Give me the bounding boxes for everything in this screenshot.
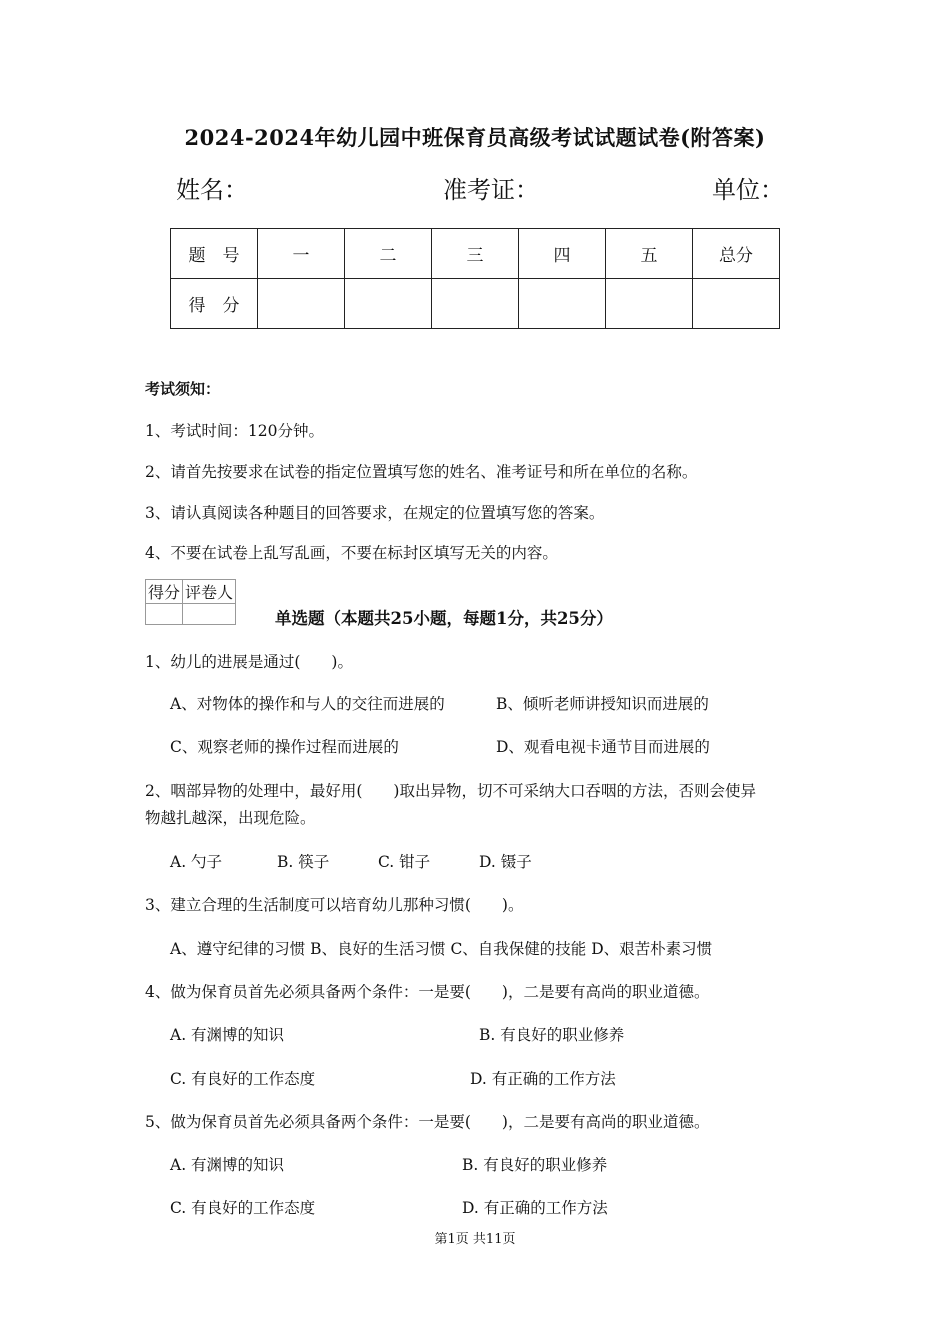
- question-option: A. 勺子: [170, 853, 223, 871]
- unit-label: 单位：: [712, 176, 784, 204]
- question-option: B. 有良好的职业修养: [462, 1156, 608, 1174]
- grader-name-label: 评卷人: [183, 580, 236, 604]
- question-stem: 1、幼儿的进展是通过( )。: [145, 653, 353, 671]
- notice-item: 1、考试时间：120分钟。: [145, 422, 324, 440]
- question-option: D、观看电视卡通节目而进展的: [496, 738, 710, 756]
- score-cell: [693, 279, 780, 329]
- score-cell: [258, 279, 345, 329]
- question-option: D. 镊子: [479, 853, 532, 871]
- score-table-score-row: [171, 279, 780, 329]
- question-option: A. 有渊博的知识: [170, 1026, 285, 1044]
- question-option: C、观察老师的操作过程而进展的: [170, 738, 399, 756]
- score-row-label: 得 分: [171, 279, 258, 329]
- score-cell: [519, 279, 606, 329]
- question-stem-continued: 物越扎越深，出现危险。: [145, 809, 316, 827]
- question-option: B. 筷子: [277, 853, 330, 871]
- score-header-3: 三: [432, 229, 519, 279]
- notice-item: 4、不要在试卷上乱写乱画，不要在标封区填写无关的内容。: [145, 544, 558, 562]
- section-title: 单选题（本题共25小题，每题1分，共25分）: [275, 609, 613, 628]
- notice-item: 2、请首先按要求在试卷的指定位置填写您的姓名、准考证号和所在单位的名称。: [145, 463, 698, 481]
- grader-box: [145, 579, 236, 625]
- notice-title: 考试须知：: [145, 380, 221, 398]
- grader-score-cell: [146, 604, 183, 625]
- name-label: 姓名：: [176, 176, 248, 204]
- score-header-label: 题 号: [171, 229, 258, 279]
- question-option: A. 有渊博的知识: [170, 1156, 285, 1174]
- question-option: B、倾听老师讲授知识而进展的: [496, 695, 709, 713]
- question-options-line: A、遵守纪律的习惯 B、良好的生活习惯 C、自我保健的技能 D、艰苦朴素习惯: [170, 940, 713, 958]
- question-stem: 3、建立合理的生活制度可以培育幼儿那种习惯( )。: [145, 896, 524, 914]
- score-header-5: 五: [606, 229, 693, 279]
- question-stem: 2、咽部异物的处理中，最好用( )取出异物，切不可采纳大口吞咽的方法，否则会使异: [145, 782, 756, 800]
- score-cell: [345, 279, 432, 329]
- exam-number-label: 准考证：: [443, 176, 539, 204]
- score-header-1: 一: [258, 229, 345, 279]
- score-header-2: 二: [345, 229, 432, 279]
- score-header-total: 总分: [693, 229, 780, 279]
- question-option: C. 有良好的工作态度: [170, 1070, 316, 1088]
- question-option: D. 有正确的工作方法: [470, 1070, 616, 1088]
- question-option: A、对物体的操作和与人的交往而进展的: [170, 695, 445, 713]
- question-option: D. 有正确的工作方法: [462, 1199, 608, 1217]
- page-footer: 第1页 共11页: [434, 1232, 516, 1247]
- question-stem: 4、做为保育员首先必须具备两个条件：一是要( )，二是要有高尚的职业道德。: [145, 983, 710, 1001]
- question-option: C. 钳子: [378, 853, 431, 871]
- grader-name-cell: [183, 604, 236, 625]
- grader-score-label: 得分: [146, 580, 183, 604]
- exam-title: 2024-2024年幼儿园中班保育员高级考试试题试卷(附答案): [184, 125, 766, 150]
- question-option: C. 有良好的工作态度: [170, 1199, 316, 1217]
- score-cell: [432, 279, 519, 329]
- score-cell: [606, 279, 693, 329]
- score-table: [170, 228, 780, 329]
- score-header-4: 四: [519, 229, 606, 279]
- score-table-header-row: [171, 229, 780, 279]
- question-stem: 5、做为保育员首先必须具备两个条件：一是要( )，二是要有高尚的职业道德。: [145, 1113, 710, 1131]
- question-option: B. 有良好的职业修养: [479, 1026, 625, 1044]
- notice-item: 3、请认真阅读各种题目的回答要求，在规定的位置填写您的答案。: [145, 504, 605, 522]
